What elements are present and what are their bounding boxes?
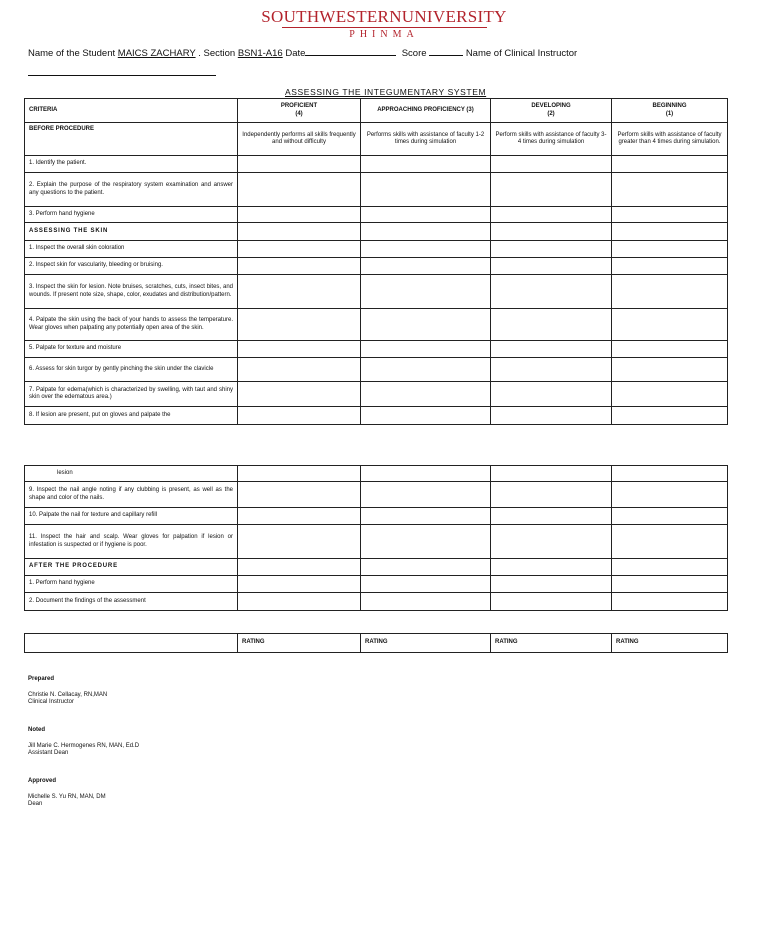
table-row bbox=[25, 466, 728, 482]
developing-cell[interactable] bbox=[491, 382, 612, 407]
approaching-cell[interactable] bbox=[361, 593, 491, 611]
date-field[interactable] bbox=[305, 46, 396, 56]
beginning-cell[interactable] bbox=[612, 466, 728, 482]
section-label-assessing-skin: ASSESSING THE SKIN bbox=[25, 223, 238, 241]
proficient-cell[interactable] bbox=[238, 223, 361, 241]
proficient-cell[interactable] bbox=[238, 241, 361, 258]
proficient-cell[interactable] bbox=[238, 156, 361, 173]
developing-header bbox=[491, 99, 612, 123]
proficient-header bbox=[238, 99, 361, 123]
proficient-cell[interactable] bbox=[238, 525, 361, 559]
beginning-score: (1) bbox=[665, 110, 674, 117]
beginning-cell[interactable] bbox=[612, 173, 728, 207]
developing-cell[interactable] bbox=[491, 258, 612, 275]
prepared-label: Prepared bbox=[28, 676, 55, 682]
rating-proficient[interactable]: RATING bbox=[238, 634, 361, 653]
approaching-cell[interactable] bbox=[361, 156, 491, 173]
logo-subtitle: PHINMA bbox=[349, 29, 419, 40]
beginning-cell[interactable] bbox=[612, 382, 728, 407]
noted-block bbox=[28, 727, 139, 758]
rating-row bbox=[25, 634, 728, 653]
developing-label: DEVELOPING bbox=[531, 103, 571, 110]
instructor-label: Name of Clinical Instructor bbox=[465, 48, 578, 59]
developing-cell[interactable] bbox=[491, 525, 612, 559]
beginning-cell[interactable] bbox=[612, 156, 728, 173]
developing-cell[interactable] bbox=[491, 156, 612, 173]
proficient-cell[interactable] bbox=[238, 382, 361, 407]
approaching-cell[interactable] bbox=[361, 207, 491, 223]
proficient-cell[interactable] bbox=[238, 593, 361, 611]
separator: . bbox=[198, 48, 201, 59]
developing-cell[interactable] bbox=[491, 508, 612, 525]
criterion-text: 2. Explain the purpose of the respiratory system examination and answer any questions to the patient. bbox=[25, 173, 238, 207]
proficient-cell[interactable] bbox=[238, 407, 361, 425]
table-row bbox=[25, 173, 728, 207]
rating-beginning[interactable]: RATING bbox=[612, 634, 728, 653]
developing-cell[interactable] bbox=[491, 241, 612, 258]
approaching-cell[interactable] bbox=[361, 576, 491, 593]
rubric-table-part-1 bbox=[24, 98, 728, 425]
criterion-text: 1. Perform hand hygiene bbox=[25, 576, 238, 593]
section-row bbox=[25, 223, 728, 241]
criterion-text: 4. Palpate the skin using the back of your hands to assess the temperature. Wear gloves when palpating any potentially open area of the skin. bbox=[25, 309, 238, 341]
developing-cell[interactable] bbox=[491, 358, 612, 382]
beginning-cell[interactable] bbox=[612, 309, 728, 341]
prepared-block bbox=[28, 676, 107, 707]
approaching-cell[interactable] bbox=[361, 508, 491, 525]
prepared-name: Christie N. Cellacay, RN,MAN bbox=[28, 691, 108, 698]
developing-cell[interactable] bbox=[491, 341, 612, 358]
approaching-cell[interactable] bbox=[361, 258, 491, 275]
criterion-text: 7. Palpate for edema(which is characterized by swelling, with taut and shiny skin over the edematous area.) bbox=[25, 382, 238, 407]
developing-cell[interactable] bbox=[491, 275, 612, 309]
developing-cell[interactable] bbox=[491, 559, 612, 576]
approaching-cell[interactable] bbox=[361, 559, 491, 576]
beginning-cell[interactable] bbox=[612, 559, 728, 576]
date-label: Date bbox=[285, 48, 306, 59]
logo-wordmark: SOUTHWESTERNUNIVERSITY bbox=[261, 7, 507, 26]
criterion-text: 2. Document the findings of the assessment bbox=[25, 593, 238, 611]
page-title: ASSESSING THE INTEGUMENTARY SYSTEM bbox=[285, 87, 487, 97]
table-row bbox=[25, 309, 728, 341]
proficient-description: Independently performs all skills frequently and without difficulty bbox=[238, 123, 361, 156]
beginning-cell[interactable] bbox=[612, 241, 728, 258]
table-row bbox=[25, 508, 728, 525]
proficient-label: PROFICIENT bbox=[280, 103, 318, 110]
approaching-cell[interactable] bbox=[361, 407, 491, 425]
criterion-text: 9. Inspect the nail angle noting if any clubbing is present, as well as the shape and color of the nails. bbox=[25, 482, 238, 508]
table-row bbox=[25, 275, 728, 309]
beginning-cell[interactable] bbox=[612, 341, 728, 358]
criterion-text: 6. Assess for skin turgor by gently pinching the skin under the clavicle bbox=[25, 358, 238, 382]
beginning-cell[interactable] bbox=[612, 207, 728, 223]
table-row bbox=[25, 525, 728, 559]
logo-divider bbox=[282, 27, 487, 28]
table-row bbox=[25, 382, 728, 407]
approved-name: Michelle S. Yu RN, MAN, DM bbox=[28, 793, 106, 800]
criterion-text: 3. Inspect the skin for lesion. Note bruises, scratches, cuts, insect bites, and wounds. If present note size, shape, color, exudates and distribution/pattern. bbox=[25, 275, 238, 309]
beginning-cell[interactable] bbox=[612, 525, 728, 559]
criterion-text: 1. Identify the patient. bbox=[25, 156, 238, 173]
table-row bbox=[25, 156, 728, 173]
noted-name: Jill Marie C. Hermogenes RN, MAN, Ed.D bbox=[28, 742, 140, 749]
developing-cell[interactable] bbox=[491, 207, 612, 223]
rating-developing[interactable]: RATING bbox=[491, 634, 612, 653]
proficient-cell[interactable] bbox=[238, 309, 361, 341]
approaching-cell[interactable] bbox=[361, 466, 491, 482]
beginning-cell[interactable] bbox=[612, 508, 728, 525]
score-label: Score bbox=[401, 48, 427, 59]
developing-cell[interactable] bbox=[491, 223, 612, 241]
approaching-description: Performs skills with assistance of faculty 1-2 times during simulation bbox=[361, 123, 491, 156]
approaching-cell[interactable] bbox=[361, 173, 491, 207]
table-row bbox=[25, 407, 728, 425]
criterion-text: 5. Palpate for texture and moisture bbox=[25, 341, 238, 358]
prepared-title: Clinical Instructor bbox=[28, 699, 75, 705]
proficient-cell[interactable] bbox=[238, 576, 361, 593]
table-row bbox=[25, 207, 728, 223]
noted-title: Assistant Dean bbox=[28, 750, 69, 756]
developing-score: (2) bbox=[547, 110, 555, 117]
criterion-text: 3. Perform hand hygiene bbox=[25, 207, 238, 223]
developing-description: Perform skills with assistance of faculty 3-4 times during simulation bbox=[491, 123, 612, 156]
developing-cell[interactable] bbox=[491, 576, 612, 593]
proficient-cell[interactable] bbox=[238, 341, 361, 358]
section-label-after-procedure: AFTER THE PROCEDURE bbox=[25, 559, 238, 576]
proficient-cell[interactable] bbox=[238, 482, 361, 508]
criteria-header: CRITERIA bbox=[25, 99, 238, 123]
beginning-cell[interactable] bbox=[612, 482, 728, 508]
approaching-cell[interactable] bbox=[361, 241, 491, 258]
proficient-cell[interactable] bbox=[238, 173, 361, 207]
noted-label: Noted bbox=[28, 727, 45, 733]
section-label: Section bbox=[203, 48, 236, 59]
table-row bbox=[25, 241, 728, 258]
beginning-label: BEGINNING bbox=[652, 103, 687, 110]
beginning-cell[interactable] bbox=[612, 275, 728, 309]
proficient-cell[interactable] bbox=[238, 207, 361, 223]
beginning-cell[interactable] bbox=[612, 258, 728, 275]
university-logo bbox=[0, 8, 768, 40]
before-procedure-row bbox=[25, 123, 728, 156]
proficient-cell[interactable] bbox=[238, 559, 361, 576]
approved-label: Approved bbox=[28, 778, 57, 784]
rating-blank-cell bbox=[25, 634, 238, 653]
beginning-description: Perform skills with assistance of faculty greater than 4 times during simulation. bbox=[612, 123, 728, 156]
table-row bbox=[25, 482, 728, 508]
developing-cell[interactable] bbox=[491, 173, 612, 207]
developing-cell[interactable] bbox=[491, 407, 612, 425]
approaching-header: APPROACHING PROFICIENCY (3) bbox=[361, 99, 491, 123]
approaching-cell[interactable] bbox=[361, 223, 491, 241]
approaching-cell[interactable] bbox=[361, 525, 491, 559]
criterion-text: 10. Palpate the nail for texture and capillary refill bbox=[25, 508, 238, 525]
score-field[interactable] bbox=[429, 46, 463, 56]
beginning-header bbox=[612, 99, 728, 123]
beginning-cell[interactable] bbox=[612, 407, 728, 425]
approaching-cell[interactable] bbox=[361, 341, 491, 358]
table-row bbox=[25, 358, 728, 382]
beginning-cell[interactable] bbox=[612, 593, 728, 611]
table-header-row bbox=[25, 99, 728, 123]
approved-block bbox=[28, 778, 106, 809]
developing-cell[interactable] bbox=[491, 309, 612, 341]
table-row bbox=[25, 576, 728, 593]
proficient-score: (4) bbox=[295, 110, 303, 117]
rubric-table-part-2 bbox=[24, 465, 728, 611]
developing-cell[interactable] bbox=[491, 466, 612, 482]
criterion-text: 8. If lesion are present, put on gloves and palpate the bbox=[25, 407, 238, 425]
approaching-cell[interactable] bbox=[361, 382, 491, 407]
rating-table bbox=[24, 633, 728, 653]
approaching-cell[interactable] bbox=[361, 309, 491, 341]
beginning-cell[interactable] bbox=[612, 576, 728, 593]
approved-title: Dean bbox=[28, 801, 43, 807]
criterion-text: 2. Inspect skin for vascularity, bleeding or bruising. bbox=[25, 258, 238, 275]
developing-cell[interactable] bbox=[491, 482, 612, 508]
proficient-cell[interactable] bbox=[238, 275, 361, 309]
table-row bbox=[25, 341, 728, 358]
before-procedure-label: BEFORE PROCEDURE bbox=[25, 123, 238, 156]
student-info-line bbox=[28, 46, 577, 59]
criterion-text: 1. Inspect the overall skin coloration bbox=[25, 241, 238, 258]
approaching-cell[interactable] bbox=[361, 358, 491, 382]
table-row bbox=[25, 593, 728, 611]
table-row bbox=[25, 258, 728, 275]
rating-approaching[interactable]: RATING bbox=[361, 634, 491, 653]
student-name-value[interactable]: MAICS ZACHARY bbox=[117, 48, 196, 59]
developing-cell[interactable] bbox=[491, 593, 612, 611]
section-value[interactable]: BSN1-A16 bbox=[237, 48, 283, 59]
beginning-cell[interactable] bbox=[612, 223, 728, 241]
approaching-cell[interactable] bbox=[361, 482, 491, 508]
approaching-cell[interactable] bbox=[361, 275, 491, 309]
criterion-text: lesion bbox=[25, 466, 238, 482]
criterion-text: 11. Inspect the hair and scalp. Wear gloves for palpation if lesion or infestation is suspected or if hygiene is poor. bbox=[25, 525, 238, 559]
section-row bbox=[25, 559, 728, 576]
proficient-cell[interactable] bbox=[238, 358, 361, 382]
beginning-cell[interactable] bbox=[612, 358, 728, 382]
student-name-label: Name of the Student bbox=[28, 48, 116, 59]
proficient-cell[interactable] bbox=[238, 466, 361, 482]
proficient-cell[interactable] bbox=[238, 258, 361, 275]
instructor-name-field[interactable] bbox=[28, 75, 216, 76]
proficient-cell[interactable] bbox=[238, 508, 361, 525]
